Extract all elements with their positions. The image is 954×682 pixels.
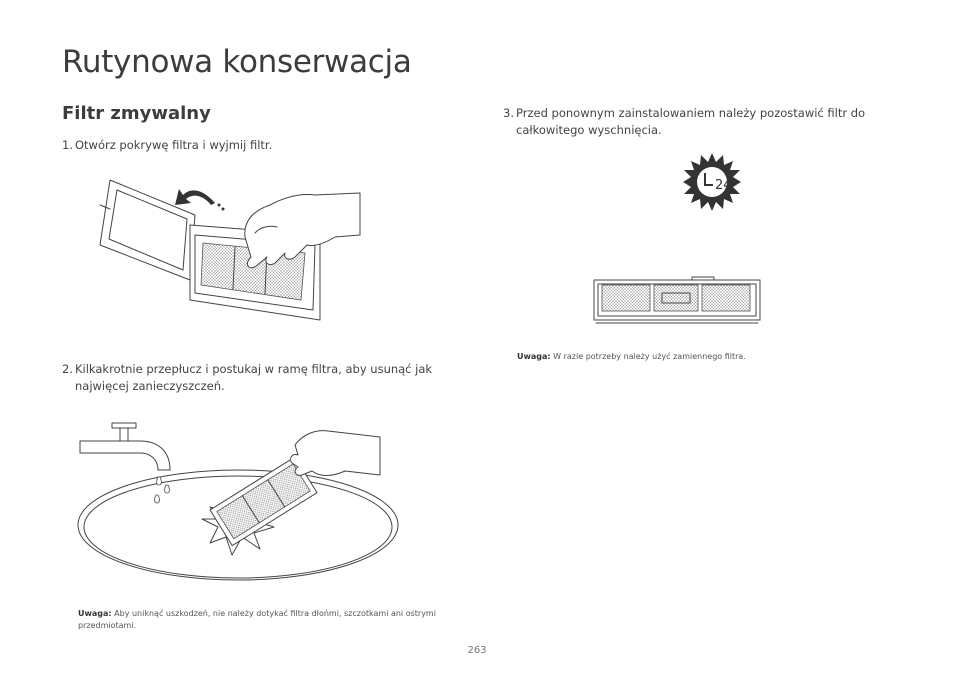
- section-title: Filtr zmywalny: [62, 103, 211, 124]
- rinse-filter-illustration: [70, 415, 410, 590]
- washable-filter-illustration: [592, 277, 762, 325]
- step-2: [62, 361, 452, 395]
- note-1-label: Uwaga:: [78, 609, 112, 618]
- note-2: [517, 351, 897, 363]
- step-1: [62, 137, 462, 154]
- note-1: [78, 608, 458, 632]
- note-2-label: Uwaga:: [517, 352, 551, 361]
- step-3-text: Przed ponownym zainstalowaniem należy pozostawić filtr do całkowitego wyschnięcia.: [516, 106, 866, 137]
- dry-24h-sun-icon: [683, 153, 741, 211]
- dry-icon-label: 24: [715, 178, 732, 193]
- open-filter-cover-illustration: [95, 175, 365, 325]
- step-1-number: 1.: [62, 138, 73, 152]
- step-2-number: 2.: [62, 362, 73, 376]
- note-1-text: Aby uniknąć uszkodzeń, nie należy dotykać filtra dłońmi, szczotkami ani ostrymi przedmiotami.: [78, 609, 436, 630]
- step-2-text: Kilkakrotnie przepłucz i postukaj w ramę filtra, aby usunąć jak najwięcej zanieczyszczeń.: [75, 362, 433, 393]
- lift-arrow-icon: [175, 189, 215, 205]
- page-title: Rutynowa konserwacja: [62, 44, 412, 80]
- step-1-text: Otwórz pokrywę filtra i wyjmij filtr.: [75, 138, 273, 152]
- step-3: [503, 105, 893, 139]
- page-number: 263: [467, 645, 487, 656]
- note-2-text: W razie potrzeby należy użyć zamiennego filtra.: [553, 352, 746, 361]
- step-3-number: 3.: [503, 106, 514, 120]
